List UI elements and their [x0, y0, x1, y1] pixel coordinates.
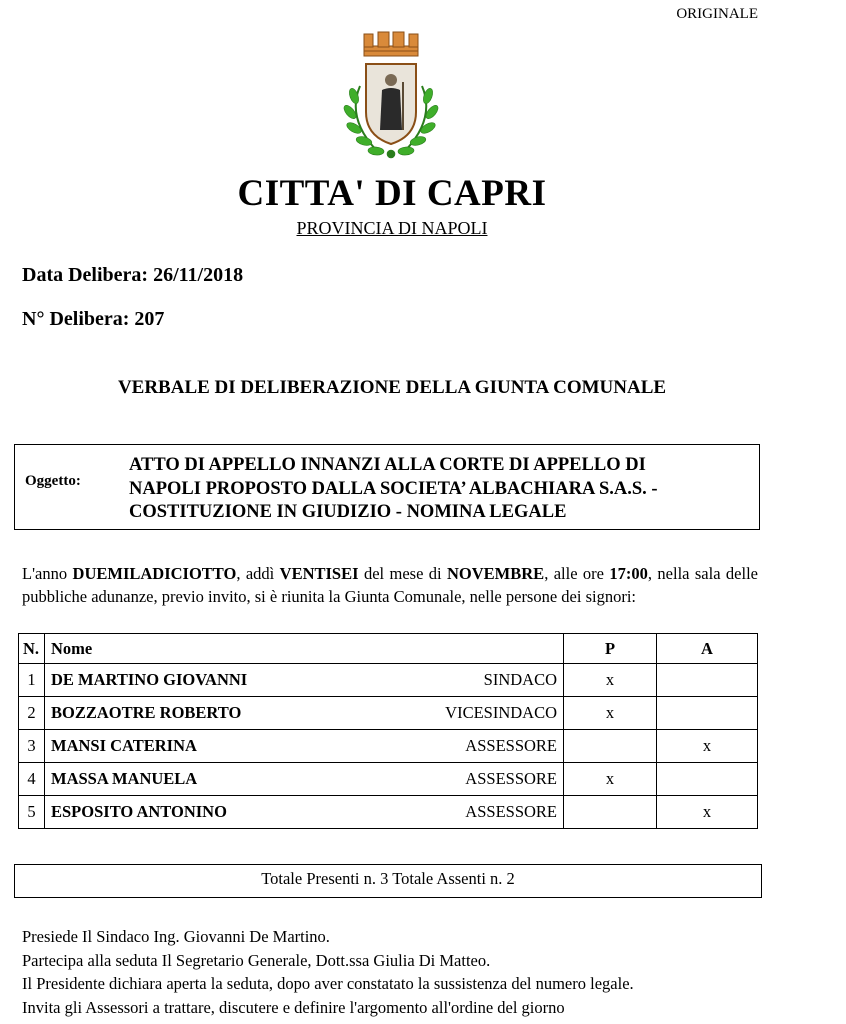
session-month: NOVEMBRE: [447, 564, 545, 583]
member-role: VICESINDACO: [445, 703, 557, 722]
absent-mark: [657, 664, 758, 697]
member-cell: [45, 664, 564, 697]
original-label: ORIGINALE: [676, 6, 758, 22]
intro-text: , alle ore: [544, 564, 610, 583]
province-subtitle: PROVINCIA DI NAPOLI: [296, 218, 488, 238]
closing-line: Presiede Il Sindaco Ing. Giovanni De Martino.: [22, 927, 330, 946]
member-number: 4: [19, 763, 45, 796]
member-role: ASSESSORE: [465, 736, 557, 755]
session-year: DUEMILADICIOTTO: [72, 564, 237, 583]
subject-label: Oggetto:: [25, 473, 81, 489]
member-number: 2: [19, 697, 45, 730]
document-heading: VERBALE DI DELIBERAZIONE DELLA GIUNTA COMUNALE: [117, 377, 667, 398]
member-cell: [45, 697, 564, 730]
member-cell: [45, 763, 564, 796]
session-day: VENTISEI: [279, 564, 359, 583]
header-present: P: [564, 634, 657, 664]
session-time: 17:00: [609, 564, 648, 583]
intro-text: L'anno: [22, 564, 73, 583]
present-mark: [564, 730, 657, 763]
absent-mark: [657, 763, 758, 796]
member-name: MASSA MANUELA: [51, 769, 198, 788]
absent-mark: [657, 697, 758, 730]
member-cell: [45, 730, 564, 763]
present-mark: [564, 796, 657, 829]
attendance-totals: Totale Presenti n. 3 Totale Assenti n. 2: [14, 864, 762, 898]
member-role: ASSESSORE: [465, 802, 557, 821]
absent-mark: x: [657, 730, 758, 763]
subject-box: [14, 444, 760, 530]
header-number: N.: [19, 634, 45, 664]
member-role: SINDACO: [483, 670, 557, 689]
present-mark: x: [564, 664, 657, 697]
table-row: [19, 730, 758, 763]
delibera-number: N° Delibera: 207: [22, 308, 165, 330]
coat-of-arms-icon: [336, 24, 446, 164]
member-role: ASSESSORE: [465, 769, 557, 788]
closing-line: Il Presidente dichiara aperta la seduta, dopo aver constatato la sussistenza del numero legale.: [22, 974, 634, 993]
member-number: 5: [19, 796, 45, 829]
header-absent: A: [657, 634, 758, 664]
table-row: [19, 796, 758, 829]
member-name: ESPOSITO ANTONINO: [51, 802, 227, 821]
crown-icon: [364, 32, 418, 56]
table-row: [19, 664, 758, 697]
closing-paragraph: [22, 925, 822, 1019]
attendance-table: [18, 633, 758, 829]
subject-text: [129, 454, 751, 525]
table-header-row: [19, 634, 758, 664]
closing-line: Invita gli Assessori a trattare, discutere e definire l'argomento all'ordine del giorno: [22, 997, 565, 1017]
present-mark: x: [564, 763, 657, 796]
subject-line: COSTITUZIONE IN GIUDIZIO - NOMINA LEGALE: [129, 502, 567, 522]
absent-mark: x: [657, 796, 758, 829]
member-name: BOZZAOTRE ROBERTO: [51, 703, 242, 722]
table-row: [19, 763, 758, 796]
member-cell: [45, 796, 564, 829]
member-number: 1: [19, 664, 45, 697]
intro-text: , addì: [236, 564, 280, 583]
subject-line: ATTO DI APPELLO INNANZI ALLA CORTE DI APPELLO DI: [129, 455, 646, 475]
city-title: CITTA' DI CAPRI: [237, 173, 547, 214]
intro-text: , nella sala delle pubbliche adunanze, previo invito, si è riunita la Giunta Comunale, nelle persone dei signori:: [22, 564, 758, 606]
delibera-date: Data Delibera: 26/11/2018: [22, 264, 244, 286]
member-name: MANSI CATERINA: [51, 736, 197, 755]
present-mark: x: [564, 697, 657, 730]
table-row: [19, 697, 758, 730]
intro-text: del mese di: [358, 564, 448, 583]
session-intro-paragraph: [22, 562, 758, 608]
closing-line: Partecipa alla seduta Il Segretario Generale, Dott.ssa Giulia Di Matteo.: [22, 950, 491, 970]
member-name: DE MARTINO GIOVANNI: [51, 670, 248, 689]
header-name: Nome: [45, 634, 564, 664]
member-number: 3: [19, 730, 45, 763]
subject-line: NAPOLI PROPOSTO DALLA SOCIETA’ ALBACHIARA S.A.S. -: [129, 478, 658, 499]
